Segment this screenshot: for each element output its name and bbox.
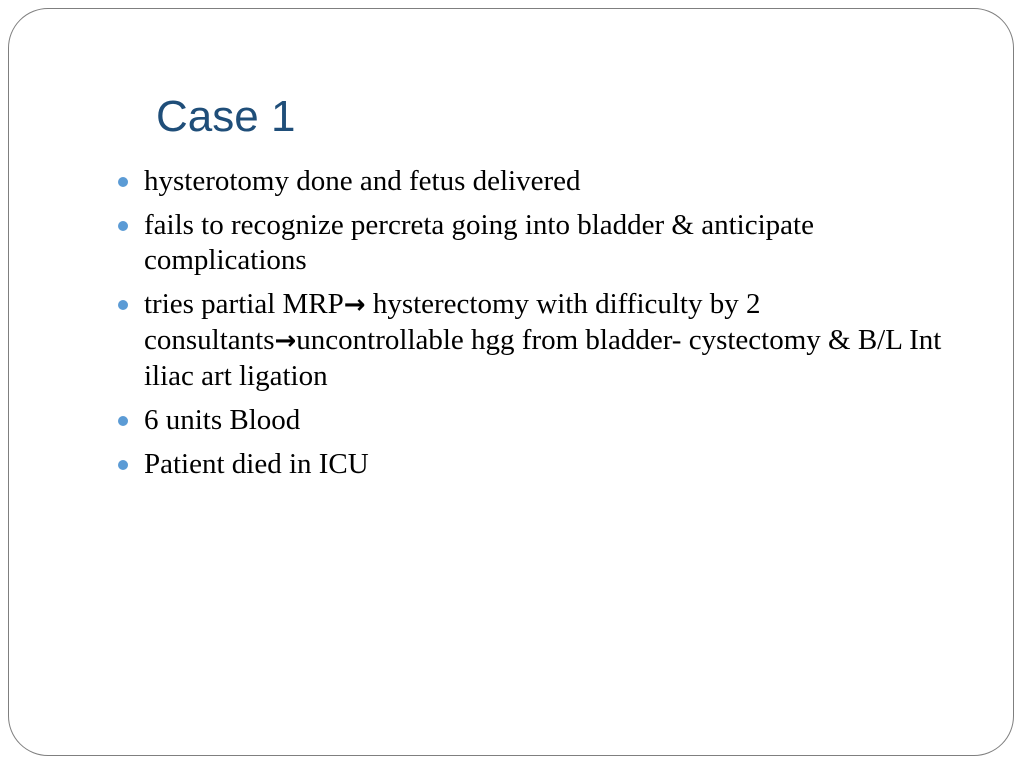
bullet-text: 6 units Blood [144,404,301,436]
slide-title: Case 1 [156,92,296,141]
bullet-list [116,164,956,491]
bullet-dot-icon [118,416,128,426]
right-arrow-icon: → [274,326,297,356]
bullet-text: hysterotomy done and fetus delivered [144,165,581,197]
bullet-dot-icon [118,177,128,187]
bullet-dot-icon [118,300,128,310]
bullet-text: uncontrollable hgg from bladder- cystectomy & B/L Int iliac art ligation [144,324,942,392]
bullet-item-1 [116,164,956,199]
bullet-text: fails to recognize percreta going into bladder & anticipate complications [144,209,814,276]
bullet-item-3 [116,287,956,394]
bullet-text: tries partial MRP [144,288,344,320]
bullet-item-4 [116,403,956,438]
bullet-dot-icon [118,460,128,470]
right-arrow-icon: → [343,290,366,320]
bullet-text: hysterectomy with difficulty by 2 consultants [144,288,761,356]
bullet-item-5 [116,447,956,482]
bullet-item-2 [116,208,956,278]
bullet-dot-icon [118,221,128,231]
bullet-text: Patient died in ICU [144,448,369,480]
